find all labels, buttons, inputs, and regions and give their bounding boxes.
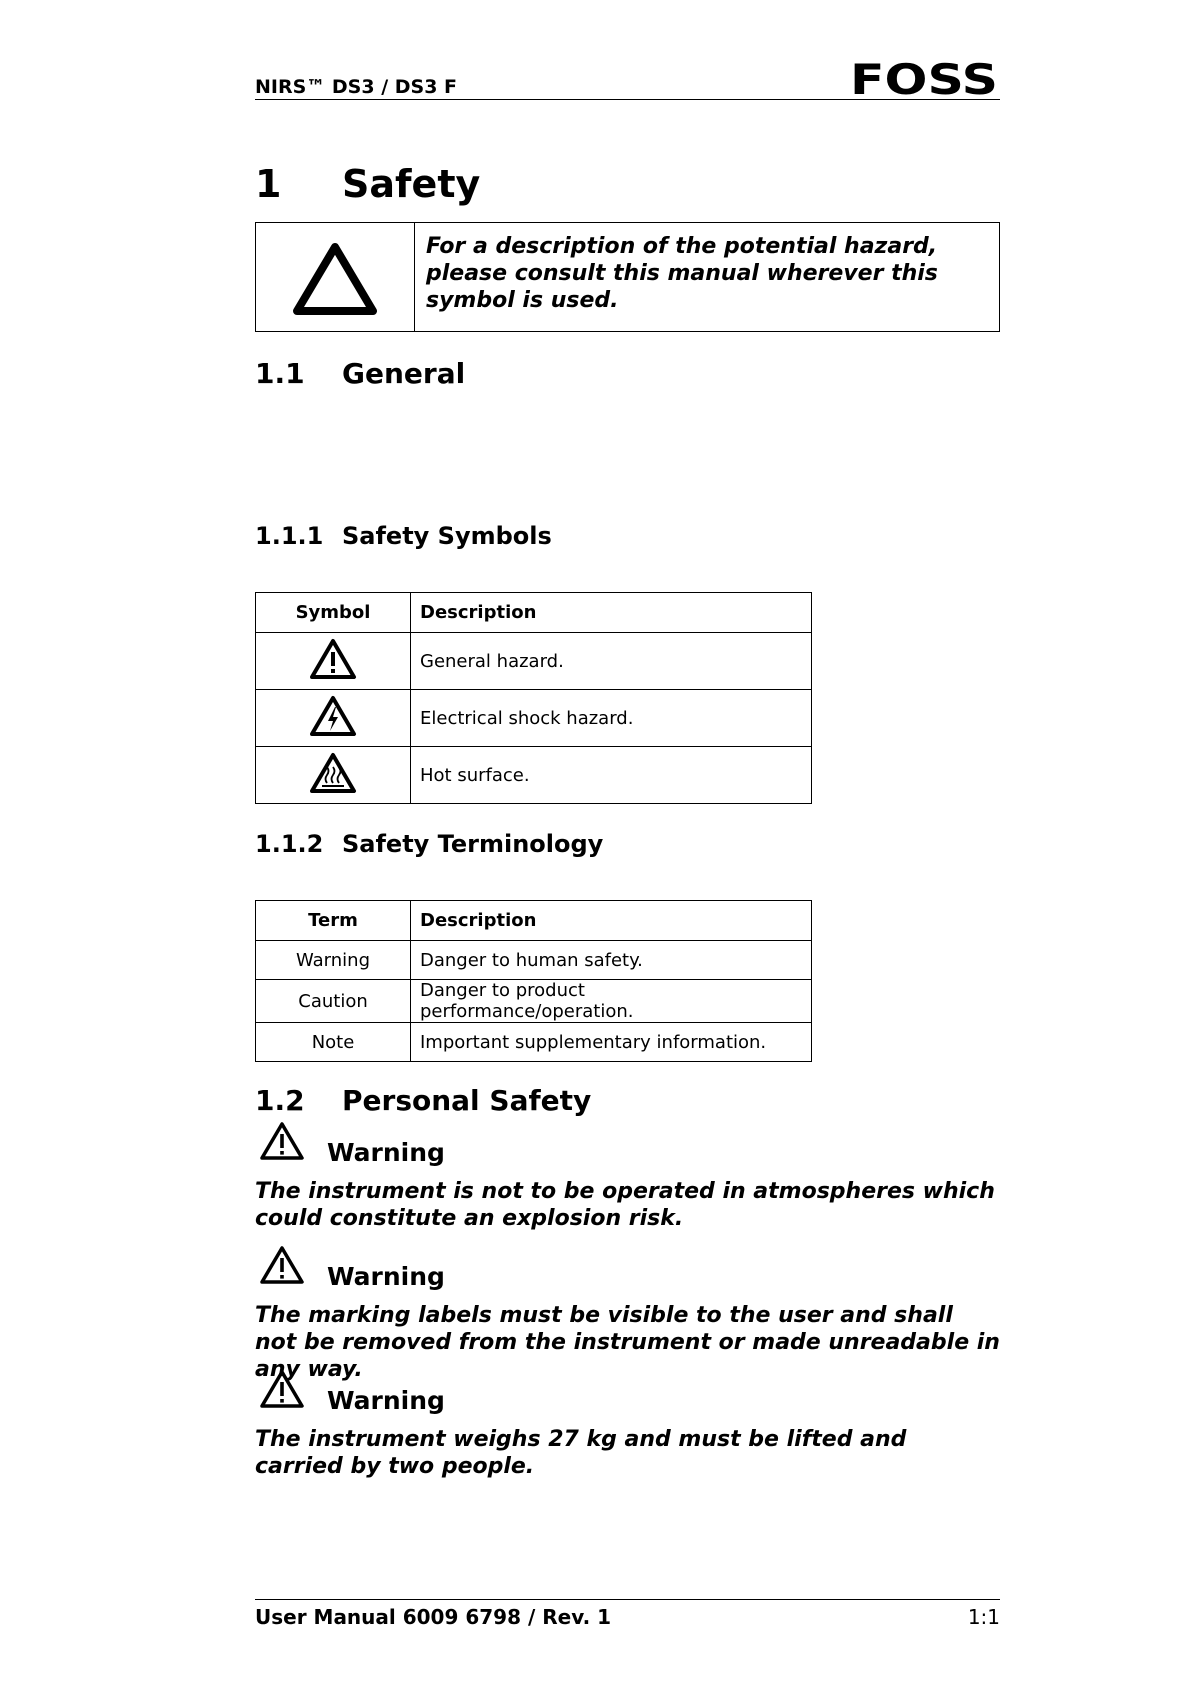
foss-logo-text: FOSS bbox=[850, 60, 998, 100]
footer-manual-id: User Manual 6009 6798 / Rev. 1 bbox=[255, 1605, 612, 1629]
section-title: General bbox=[342, 357, 466, 390]
term-cell: Warning bbox=[256, 941, 411, 980]
term-cell: Caution bbox=[256, 980, 411, 1023]
section-number: 1.1 bbox=[255, 357, 305, 390]
footer-page-number: 1:1 bbox=[967, 1605, 1000, 1629]
table-row bbox=[256, 980, 812, 1023]
section-number: 1.2 bbox=[255, 1084, 305, 1117]
footer-rule bbox=[255, 1599, 1000, 1600]
subsection-title: Safety Terminology bbox=[342, 830, 604, 858]
table-header-row bbox=[256, 901, 812, 941]
box-divider bbox=[414, 223, 415, 331]
electrical-shock-icon bbox=[308, 694, 358, 738]
safety-terminology-table bbox=[255, 900, 812, 1062]
warning-icon bbox=[258, 1368, 306, 1410]
symbol-cell bbox=[256, 633, 411, 690]
term-cell: Note bbox=[256, 1023, 411, 1062]
safety-symbols-table bbox=[255, 592, 812, 804]
warning-text: The marking labels must be visible to the user and shall not be removed from the instrument or made unreadable in any way. bbox=[255, 1303, 1000, 1382]
column-header-description: Description bbox=[411, 901, 812, 941]
hot-surface-icon bbox=[308, 751, 358, 795]
section-title: Personal Safety bbox=[342, 1084, 592, 1117]
table-row bbox=[256, 941, 812, 980]
hazard-triangle-icon bbox=[291, 241, 379, 317]
warning-label: Warning bbox=[327, 1262, 445, 1291]
hazard-notice-text: For a description of the potential hazard, please consult this manual wherever this symbol is used. bbox=[426, 234, 938, 313]
description-cell: Hot surface. bbox=[411, 747, 812, 804]
header-rule bbox=[255, 99, 1000, 100]
table-row bbox=[256, 690, 812, 747]
column-header-term: Term bbox=[256, 901, 411, 941]
description-cell: Danger to human safety. bbox=[411, 941, 812, 980]
chapter-title-text: Safety bbox=[342, 162, 481, 206]
description-cell: General hazard. bbox=[411, 633, 812, 690]
warning-icon bbox=[258, 1120, 306, 1162]
warning-label: Warning bbox=[327, 1386, 445, 1415]
warning-label: Warning bbox=[327, 1138, 445, 1167]
symbol-cell bbox=[256, 747, 411, 804]
description-cell: Important supplementary information. bbox=[411, 1023, 812, 1062]
general-hazard-icon bbox=[308, 637, 358, 681]
chapter-number: 1 bbox=[255, 162, 282, 206]
description-cell: Danger to product performance/operation. bbox=[411, 980, 812, 1023]
subsection-number: 1.1.2 bbox=[255, 830, 324, 858]
table-row bbox=[256, 633, 812, 690]
warning-text: The instrument is not to be operated in atmospheres which could constitute an explosion risk. bbox=[255, 1179, 995, 1231]
foss-logo bbox=[850, 60, 1000, 100]
table-row bbox=[256, 1023, 812, 1062]
table-row bbox=[256, 747, 812, 804]
table-header-row bbox=[256, 593, 812, 633]
column-header-description: Description bbox=[411, 593, 812, 633]
subsection-number: 1.1.1 bbox=[255, 522, 324, 550]
warning-text: The instrument weighs 27 kg and must be lifted and carried by two people. bbox=[255, 1427, 907, 1479]
subsection-title: Safety Symbols bbox=[342, 522, 552, 550]
hazard-notice-box bbox=[255, 222, 1000, 332]
header-product-name: NIRS™ DS3 / DS3 F bbox=[255, 76, 458, 98]
description-cell: Electrical shock hazard. bbox=[411, 690, 812, 747]
warning-icon bbox=[258, 1244, 306, 1286]
column-header-symbol: Symbol bbox=[256, 593, 411, 633]
symbol-cell bbox=[256, 690, 411, 747]
